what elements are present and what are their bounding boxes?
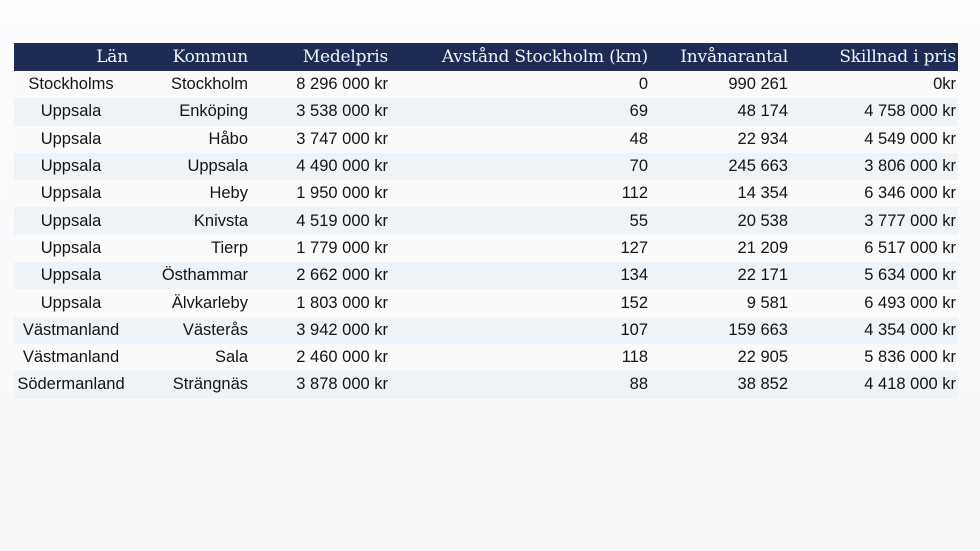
avstand-cell: 107: [620, 320, 648, 339]
skillnad-cell: 4 549 000 kr: [864, 129, 956, 148]
header-lan: Län: [96, 47, 128, 67]
medelpris-cell: 4 519 000 kr: [296, 211, 388, 230]
kommun-cell: Knivsta: [193, 211, 248, 230]
table-row: [14, 344, 958, 371]
invanarantal-cell: 990 261: [728, 75, 788, 94]
table-row: [14, 180, 958, 207]
invanarantal-cell: 245 663: [728, 157, 788, 176]
lan-cell: Uppsala: [40, 266, 102, 285]
invanarantal-cell: 22 171: [737, 266, 788, 285]
invanarantal-cell: 20 538: [737, 211, 788, 230]
kommun-cell: Strängnäs: [172, 375, 248, 394]
table-row: [14, 371, 958, 398]
invanarantal-cell: 21 209: [737, 238, 788, 257]
table-row: [14, 71, 958, 98]
lan-cell: Stockholms: [28, 75, 114, 94]
header-avstand: Avstånd Stockholm (km): [441, 47, 648, 67]
table-body: [14, 71, 958, 399]
skillnad-cell: 4 354 000 kr: [864, 320, 956, 339]
invanarantal-cell: 48 174: [737, 102, 788, 121]
kommun-cell: Håbo: [208, 129, 248, 148]
medelpris-cell: 2 460 000 kr: [296, 348, 388, 367]
skillnad-cell: 6 517 000 kr: [864, 238, 956, 257]
medelpris-cell: 3 538 000 kr: [296, 102, 388, 121]
table-row: [14, 235, 958, 262]
table-row: [14, 98, 958, 125]
skillnad-cell: 6 493 000 kr: [864, 293, 956, 312]
skillnad-cell: 0kr: [933, 75, 956, 94]
skillnad-cell: 3 806 000 kr: [864, 157, 956, 176]
table-row: [14, 289, 958, 316]
table-header: [14, 43, 958, 71]
lan-cell: Uppsala: [40, 293, 102, 312]
medelpris-cell: 1 779 000 kr: [296, 238, 388, 257]
avstand-cell: 0: [638, 75, 648, 94]
lan-cell: Uppsala: [40, 157, 102, 176]
lan-cell: Västmanland: [22, 348, 120, 367]
table-row: [14, 153, 958, 180]
avstand-cell: 112: [621, 184, 648, 203]
medelpris-cell: 2 662 000 kr: [296, 266, 388, 285]
skillnad-cell: 4 758 000 kr: [864, 102, 956, 121]
lan-cell: Uppsala: [40, 238, 102, 257]
avstand-cell: 70: [629, 157, 648, 176]
header-row: [14, 43, 958, 71]
avstand-cell: 134: [620, 266, 648, 285]
kommun-cell: Tierp: [211, 238, 248, 257]
medelpris-cell: 4 490 000 kr: [296, 157, 388, 176]
lan-cell: Södermanland: [17, 375, 125, 394]
kommun-cell: Uppsala: [187, 157, 248, 176]
invanarantal-cell: 22 905: [737, 348, 788, 367]
medelpris-cell: 8 296 000 kr: [296, 75, 388, 94]
invanarantal-cell: 38 852: [737, 375, 788, 394]
kommun-cell: Enköping: [179, 102, 248, 121]
medelpris-cell: 1 950 000 kr: [296, 184, 388, 203]
skillnad-cell: 4 418 000 kr: [864, 375, 956, 394]
lan-cell: Uppsala: [40, 102, 102, 121]
lan-cell: Uppsala: [40, 184, 102, 203]
invanarantal-cell: 22 934: [737, 129, 788, 148]
avstand-cell: 69: [629, 102, 648, 121]
price-table: [14, 43, 958, 399]
medelpris-cell: 3 942 000 kr: [296, 320, 388, 339]
table-row: [14, 317, 958, 344]
kommun-cell: Heby: [209, 184, 248, 203]
table-row: [14, 126, 958, 153]
skillnad-cell: 5 634 000 kr: [864, 266, 956, 285]
header-skillnad: Skillnad i pris: [839, 47, 956, 67]
lan-cell: Uppsala: [40, 129, 102, 148]
kommun-cell: Västerås: [182, 320, 248, 339]
skillnad-cell: 3 777 000 kr: [864, 211, 956, 230]
medelpris-cell: 1 803 000 kr: [296, 293, 388, 312]
header-invanarantal: Invånarantal: [680, 47, 788, 67]
header-kommun: Kommun: [172, 47, 248, 67]
invanarantal-cell: 14 354: [737, 184, 788, 203]
lan-cell: Uppsala: [40, 211, 102, 230]
invanarantal-cell: 9 581: [746, 293, 788, 312]
skillnad-cell: 5 836 000 kr: [864, 348, 956, 367]
table-row: [14, 207, 958, 234]
avstand-cell: 88: [629, 375, 648, 394]
table-row: [14, 262, 958, 289]
kommun-cell: Östhammar: [161, 266, 248, 285]
skillnad-cell: 6 346 000 kr: [864, 184, 956, 203]
avstand-cell: 118: [621, 348, 648, 367]
kommun-cell: Älvkarleby: [171, 293, 248, 312]
lan-cell: Västmanland: [22, 320, 120, 339]
kommun-cell: Stockholm: [170, 75, 248, 94]
kommun-cell: Sala: [214, 348, 248, 367]
header-medelpris: Medelpris: [302, 47, 388, 67]
avstand-cell: 152: [620, 293, 648, 312]
avstand-cell: 127: [620, 238, 648, 257]
invanarantal-cell: 159 663: [728, 320, 788, 339]
avstand-cell: 48: [629, 129, 648, 148]
medelpris-cell: 3 747 000 kr: [296, 129, 388, 148]
medelpris-cell: 3 878 000 kr: [296, 375, 388, 394]
avstand-cell: 55: [629, 211, 648, 230]
